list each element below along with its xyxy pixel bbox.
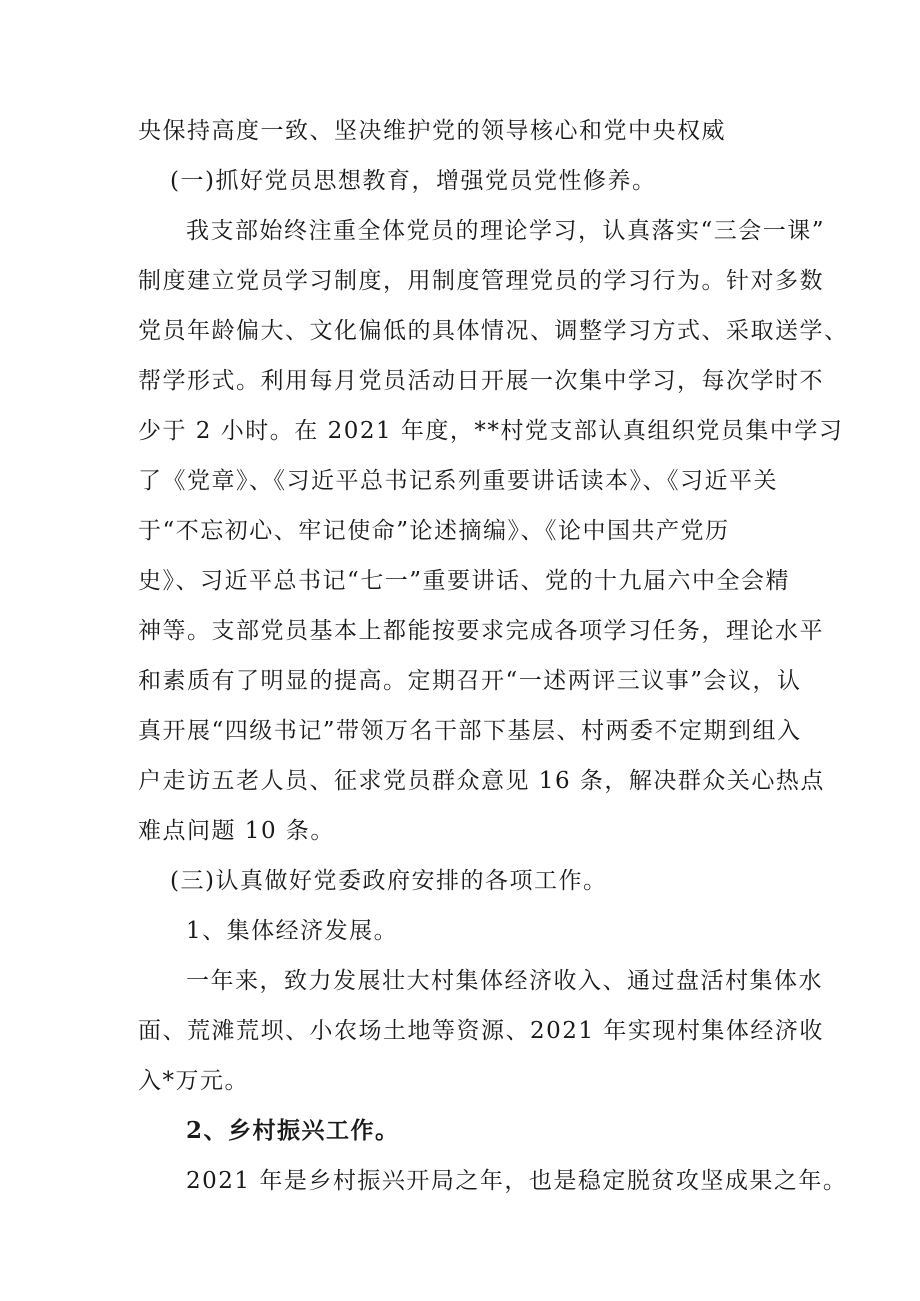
paragraph-line: 面、荒滩荒坝、小农场土地等资源、2021 年实现村集体经济收 <box>138 1018 824 1044</box>
section-heading-3: (三)认真做好党委政府安排的各项工作。 <box>170 868 608 894</box>
paragraph-line: 党员年龄偏大、文化偏低的具体情况、调整学习方式、采取送学、 <box>138 318 849 344</box>
paragraph-line: 和素质有了明显的提高。定期召开“一述两评三议事”会议，认 <box>138 668 802 694</box>
paragraph-line: 入*万元。 <box>138 1068 249 1094</box>
paragraph-line: 我支部始终注重全体党员的理论学习，认真落实“三会一课” <box>186 218 826 244</box>
paragraph-line: 真开展“四级书记”带领万名干部下基层、村两委不定期到组入 <box>138 718 802 744</box>
paragraph-line: 了《党章》、《习近平总书记系列重要讲话读本》、《习近平关 <box>138 468 778 494</box>
paragraph-line: 户走访五老人员、征求党员群众意见 16 条，解决群众关心热点 <box>138 768 825 794</box>
paragraph-line: 制度建立党员学习制度，用制度管理党员的学习行为。针对多数 <box>138 268 824 294</box>
paragraph-line: 一年来，致力发展壮大村集体经济收入、通过盘活村集体水 <box>186 968 823 994</box>
subsection-heading-1: 1、集体经济发展。 <box>186 918 399 944</box>
subsection-heading-2: 2、乡村振兴工作。 <box>186 1117 400 1144</box>
paragraph-line: 史》、习近平总书记“七一”重要讲话、党的十九届六中全会精 <box>138 568 791 594</box>
paragraph-line: 央保持高度一致、坚决维护党的领导核心和党中央权威 <box>138 118 726 144</box>
paragraph-line: 帮学形式。利用每月党员活动日开展一次集中学习，每次学时不 <box>138 368 824 394</box>
paragraph-line: 难点问题 10 条。 <box>138 818 335 844</box>
section-heading-1: (一)抓好党员思想教育，增强党员党性修养。 <box>170 168 657 194</box>
paragraph-line: 2021 年是乡村振兴开局之年，也是稳定脱贫攻坚成果之年。 <box>186 1168 848 1194</box>
paragraph-line: 于“不忘初心、牢记使命”论述摘编》、《论中国共产党历 <box>138 518 730 544</box>
paragraph-line: 少于 2 小时。在 2021 年度，**村党支部认真组织党员集中学习 <box>138 418 844 444</box>
paragraph-line: 神等。支部党员基本上都能按要求完成各项学习任务，理论水平 <box>138 618 824 644</box>
